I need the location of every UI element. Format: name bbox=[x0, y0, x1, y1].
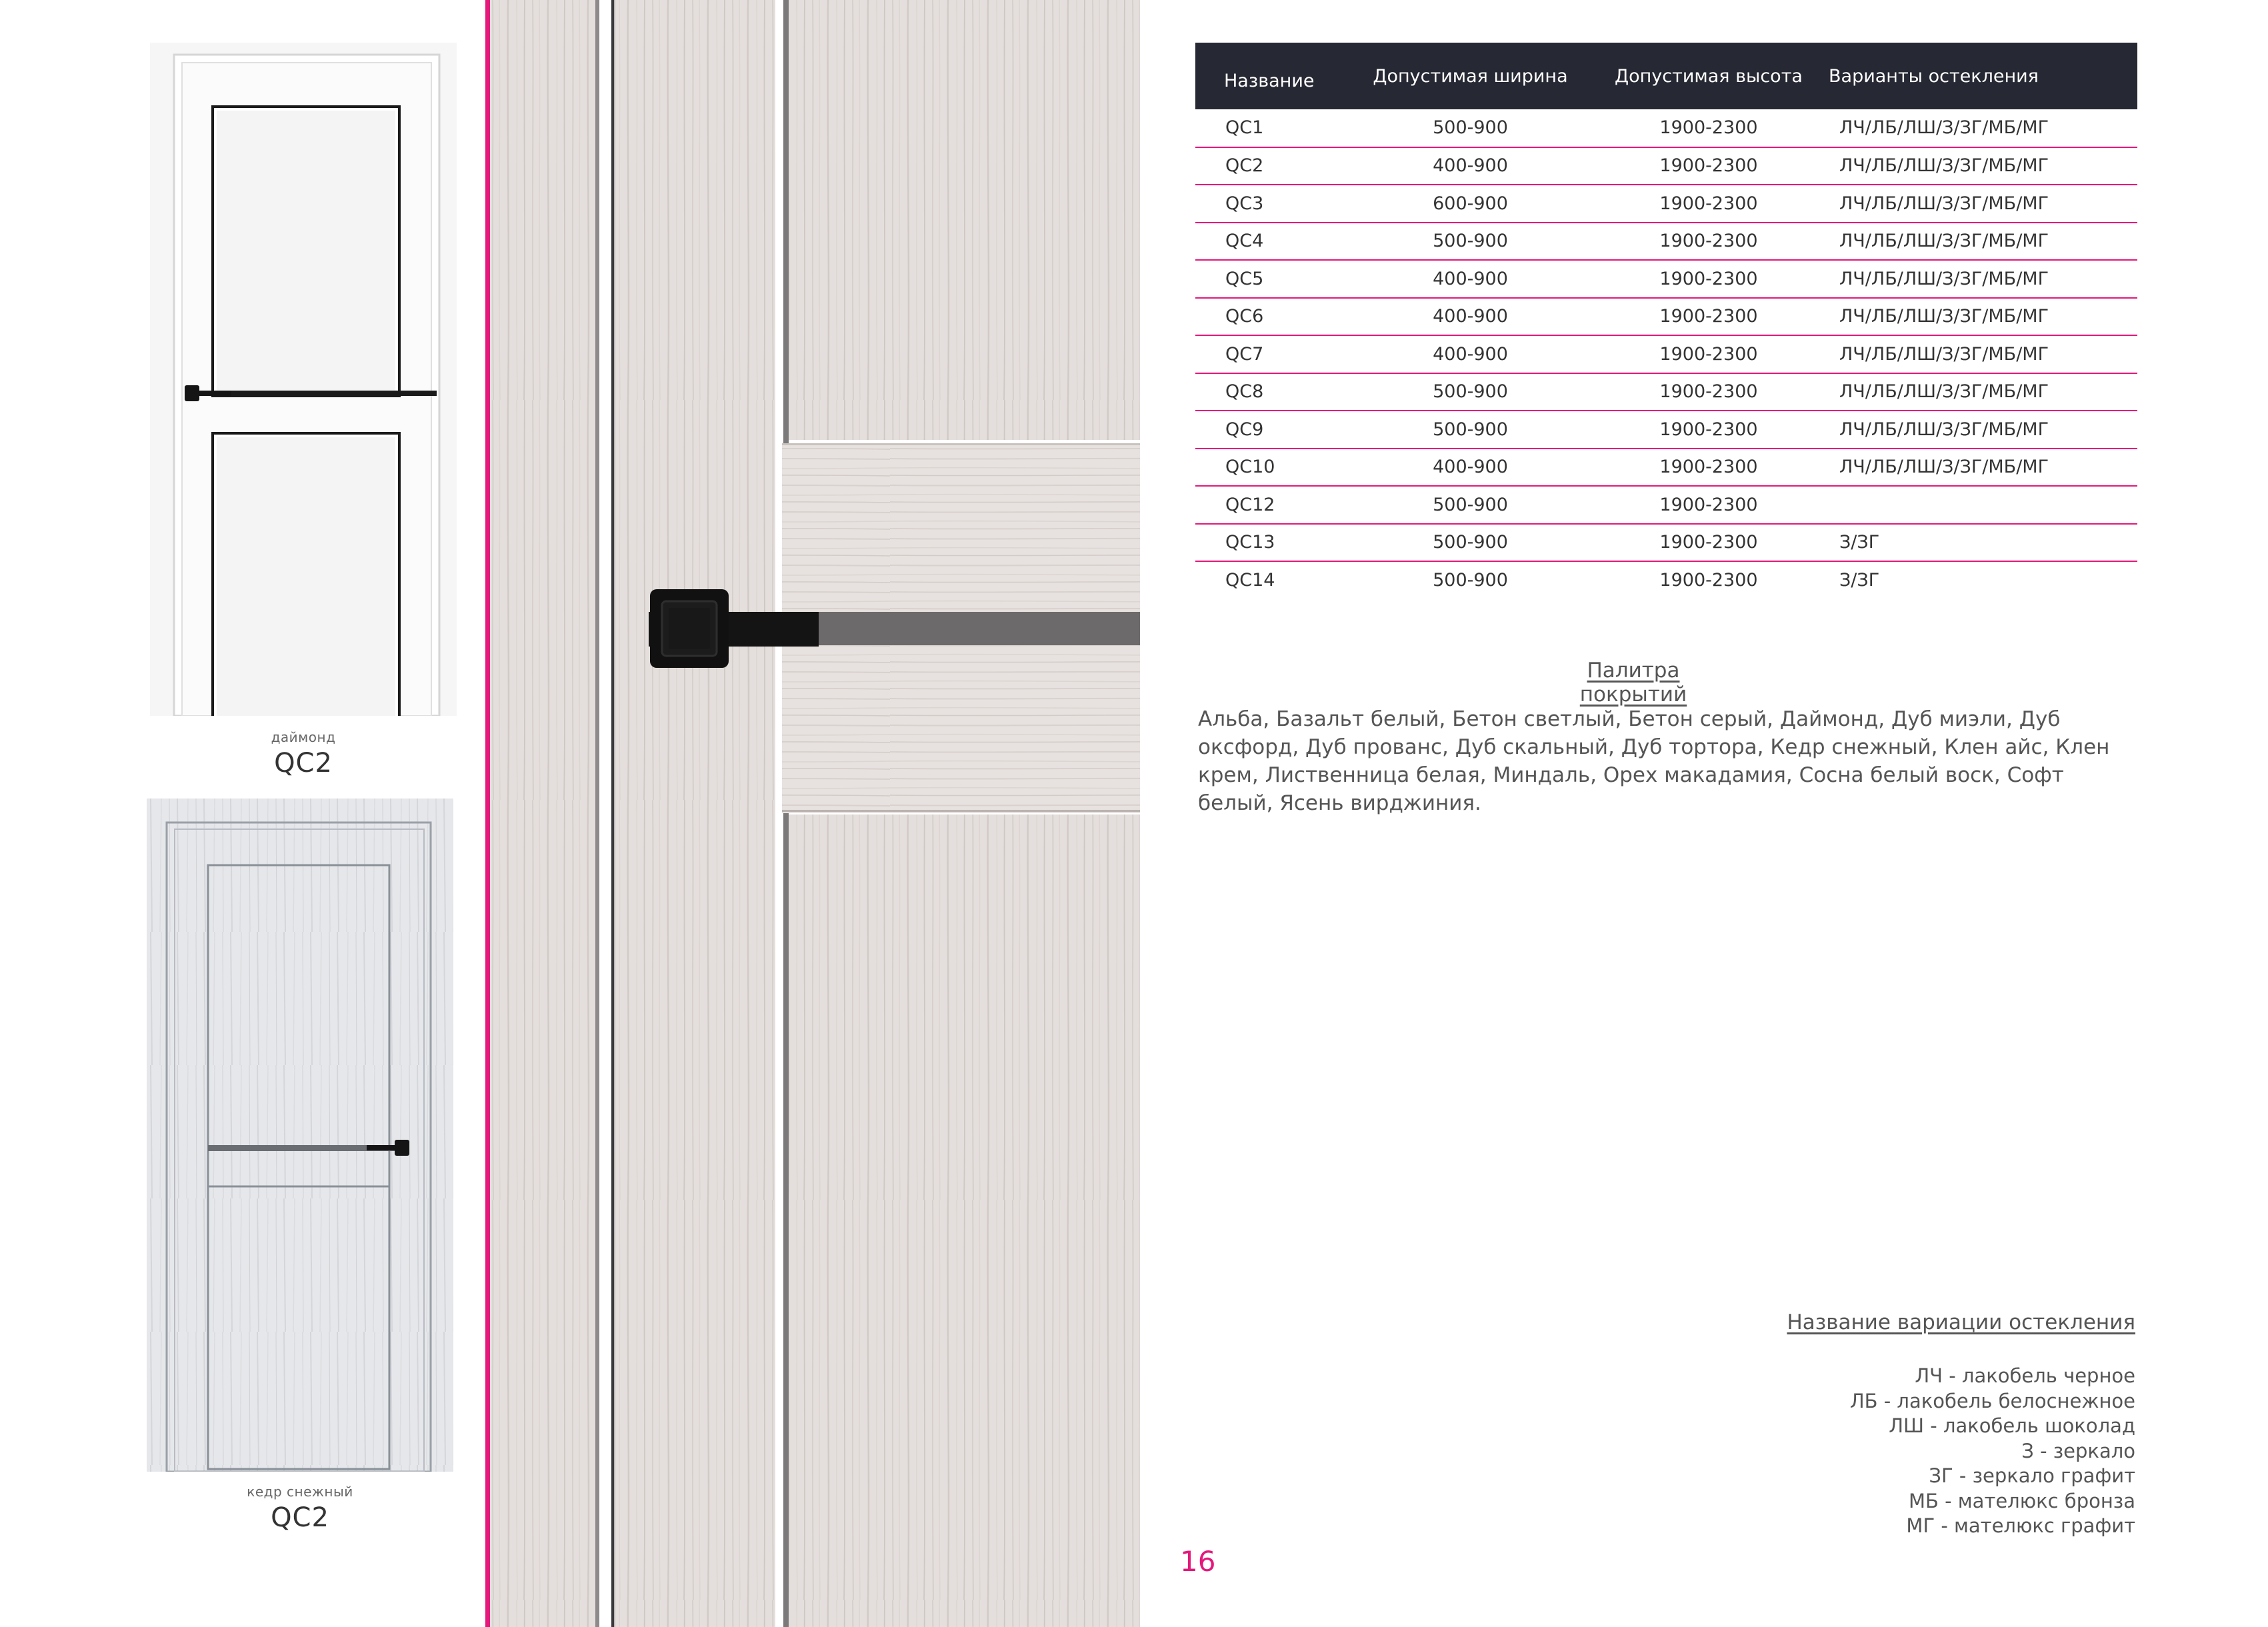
legend-item: ЛЧ - лакобель черное bbox=[1915, 1364, 2135, 1387]
header-glazing: Варианты остекления bbox=[1829, 65, 2039, 87]
table-row bbox=[1195, 185, 2137, 223]
cell-name: QC6 bbox=[1225, 306, 1264, 327]
door-finish-label: даймонд bbox=[271, 729, 336, 745]
table-row bbox=[1195, 561, 2137, 599]
door-card-snow-cedar bbox=[147, 799, 453, 1538]
cell-height: 1900-2300 bbox=[1659, 117, 1758, 139]
cell-width: 500-900 bbox=[1433, 570, 1508, 591]
table-row bbox=[1195, 449, 2137, 487]
cell-name: QC1 bbox=[1225, 117, 1264, 139]
cell-name: QC5 bbox=[1225, 268, 1264, 289]
cell-glazing: ЛЧ/ЛБ/ЛШ/З/ЗГ/МБ/МГ bbox=[1839, 231, 2049, 252]
cell-height: 1900-2300 bbox=[1659, 381, 1758, 403]
door-card-diamond bbox=[150, 43, 457, 789]
cell-height: 1900-2300 bbox=[1659, 419, 1758, 440]
cell-height: 1900-2300 bbox=[1659, 532, 1758, 553]
table-row bbox=[1195, 109, 2137, 147]
table-row bbox=[1195, 411, 2137, 449]
door-model-label: QC2 bbox=[271, 1502, 329, 1533]
cell-width: 400-900 bbox=[1433, 268, 1508, 289]
legend-item: ЛШ - лакобель шоколад bbox=[1889, 1414, 2135, 1437]
header-width: Допустимая ширина bbox=[1373, 65, 1568, 87]
cell-width: 500-900 bbox=[1433, 532, 1508, 553]
legend-item: МБ - мателюкс бронза bbox=[1908, 1489, 2135, 1512]
door-image-diamond bbox=[150, 43, 457, 716]
cell-name: QC14 bbox=[1225, 570, 1275, 591]
cell-glazing: З/ЗГ bbox=[1839, 532, 1880, 553]
cell-width: 500-900 bbox=[1433, 494, 1508, 515]
cell-name: QC8 bbox=[1225, 381, 1264, 403]
cell-width: 500-900 bbox=[1433, 231, 1508, 252]
table-row bbox=[1195, 298, 2137, 336]
cell-name: QC10 bbox=[1225, 457, 1275, 478]
door-finish-label: кедр снежный bbox=[247, 1484, 353, 1500]
cell-glazing: ЛЧ/ЛБ/ЛШ/З/ЗГ/МБ/МГ bbox=[1839, 457, 2049, 478]
cell-glazing: ЛЧ/ЛБ/ЛШ/З/ЗГ/МБ/МГ bbox=[1839, 381, 2049, 403]
table-row bbox=[1195, 335, 2137, 373]
table-row bbox=[1195, 373, 2137, 411]
header-height: Допустимая высота bbox=[1615, 65, 1803, 87]
table-header-row bbox=[1195, 43, 2137, 109]
glazing-legend-title: Название вариации остекления bbox=[1787, 1310, 2135, 1334]
cell-height: 1900-2300 bbox=[1659, 193, 1758, 214]
palette-text: Альба, Базальт белый, Бетон светлый, Бетон серый, Даймонд, Дуб миэли, Дуб оксфорд, Дуб прованс, Дуб скальный, Дуб тортора, Кедр снежный, Клен айс, Клен крем, Лиственница белая, Миндаль, Орех макадамия, Сосна белый воск, Софт белый, Ясень вирджиния. bbox=[1198, 707, 2110, 815]
cell-width: 500-900 bbox=[1433, 381, 1508, 403]
cell-name: QC13 bbox=[1225, 532, 1275, 553]
legend-item: З - зеркало bbox=[2021, 1439, 2135, 1462]
cell-height: 1900-2300 bbox=[1659, 155, 1758, 177]
legend-item: МГ - мателюкс графит bbox=[1906, 1514, 2135, 1537]
cell-glazing: ЛЧ/ЛБ/ЛШ/З/ЗГ/МБ/МГ bbox=[1839, 155, 2049, 177]
table-row bbox=[1195, 524, 2137, 562]
cell-width: 500-900 bbox=[1433, 117, 1508, 139]
cell-width: 400-900 bbox=[1433, 457, 1508, 478]
glazing-legend-list bbox=[1850, 1364, 2135, 1539]
cell-width: 400-900 bbox=[1433, 343, 1508, 365]
door-model-label: QC2 bbox=[274, 748, 333, 779]
cell-name: QC2 bbox=[1225, 155, 1264, 177]
cell-height: 1900-2300 bbox=[1659, 306, 1758, 327]
accent-divider-line bbox=[485, 0, 490, 1627]
cell-glazing: ЛЧ/ЛБ/ЛШ/З/ЗГ/МБ/МГ bbox=[1839, 268, 2049, 289]
spec-table bbox=[1195, 43, 2137, 599]
cell-height: 1900-2300 bbox=[1659, 494, 1758, 515]
cell-height: 1900-2300 bbox=[1659, 343, 1758, 365]
cell-glazing: ЛЧ/ЛБ/ЛШ/З/ЗГ/МБ/МГ bbox=[1839, 117, 2049, 139]
cell-glazing: ЛЧ/ЛБ/ЛШ/З/ЗГ/МБ/МГ bbox=[1839, 419, 2049, 440]
table-row bbox=[1195, 486, 2137, 524]
legend-item: ЛБ - лакобель белоснежное bbox=[1849, 1389, 2135, 1412]
palette-title: Палитра покрытий bbox=[1579, 659, 1687, 707]
door-image-snow-cedar bbox=[147, 799, 453, 1472]
cell-height: 1900-2300 bbox=[1659, 268, 1758, 289]
cell-height: 1900-2300 bbox=[1659, 457, 1758, 478]
cell-height: 1900-2300 bbox=[1659, 570, 1758, 591]
table-row bbox=[1195, 223, 2137, 261]
door-closeup-photo bbox=[490, 0, 1140, 1627]
cell-width: 400-900 bbox=[1433, 155, 1508, 177]
cell-height: 1900-2300 bbox=[1659, 231, 1758, 252]
cell-glazing: ЛЧ/ЛБ/ЛШ/З/ЗГ/МБ/МГ bbox=[1839, 193, 2049, 214]
table-row bbox=[1195, 260, 2137, 298]
cell-name: QC4 bbox=[1225, 231, 1264, 252]
cell-glazing: З/ЗГ bbox=[1839, 570, 1880, 591]
header-name: Название bbox=[1224, 70, 1315, 91]
cell-name: QC9 bbox=[1225, 419, 1264, 440]
cell-glazing: ЛЧ/ЛБ/ЛШ/З/ЗГ/МБ/МГ bbox=[1839, 306, 2049, 327]
cell-width: 400-900 bbox=[1433, 306, 1508, 327]
cell-name: QC12 bbox=[1225, 494, 1275, 515]
cell-glazing: ЛЧ/ЛБ/ЛШ/З/ЗГ/МБ/МГ bbox=[1839, 343, 2049, 365]
cell-glazing bbox=[1835, 486, 2137, 524]
cell-name: QC3 bbox=[1225, 193, 1264, 214]
cell-width: 600-900 bbox=[1433, 193, 1508, 214]
legend-item: ЗГ - зеркало графит bbox=[1929, 1464, 2135, 1487]
cell-width: 500-900 bbox=[1433, 419, 1508, 440]
page-number: 16 bbox=[1180, 1545, 1216, 1578]
cell-name: QC7 bbox=[1225, 343, 1264, 365]
table-row bbox=[1195, 147, 2137, 185]
